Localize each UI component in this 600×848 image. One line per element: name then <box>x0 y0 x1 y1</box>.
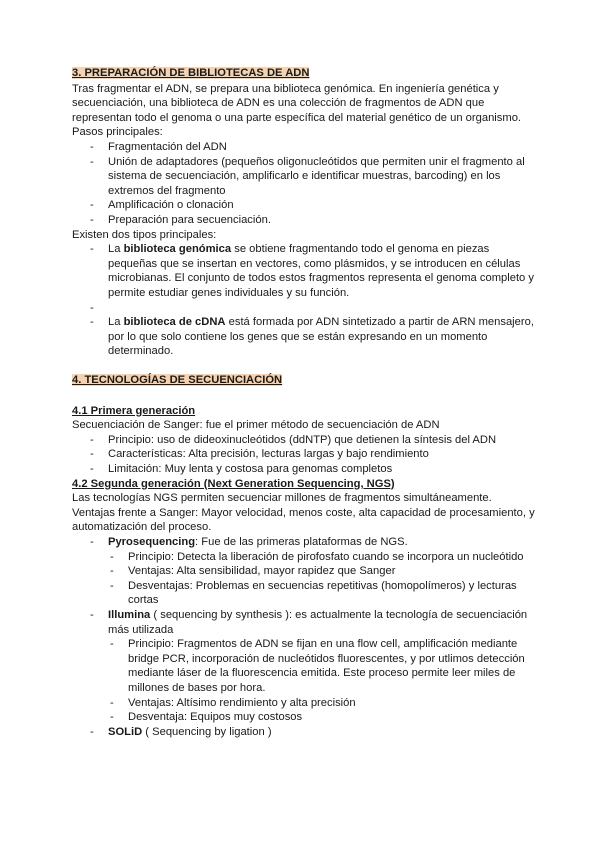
library-type-text: se obtiene fragmentando todo el genoma en piezas pequeñas que se insertan en vectores, como plásmidos, y se introducen en células microbianas. El conjunto de todos estos fragmentos representa el genoma completo y permite estudiar genes individuales y su función. <box>108 243 534 299</box>
spacer <box>72 359 540 374</box>
platform-name: Illumina <box>108 608 151 621</box>
sanger-item: - Características: Alta precisión, lecturas largas y bajo rendimiento <box>72 447 540 462</box>
spacer <box>72 389 540 404</box>
subsection-4-2-intro: Las tecnologías NGS permiten secuenciar millones de fragmentos simultáneamente. <box>72 492 492 505</box>
platform-detail: - Desventajas: Problemas en secuencias repetitivas (homopolímeros) y lecturas cortas <box>72 579 540 608</box>
step-item: - Fragmentación del ADN <box>72 140 540 155</box>
steps-label: Pasos principales: <box>72 126 163 139</box>
sanger-item: - Principio: uso de dideoxinucleótidos (ddNTP) que detienen la síntesis del ADN <box>72 433 540 448</box>
platform-item <box>72 725 540 740</box>
platform-detail: - Principio: Fragmentos de ADN se fijan en una flow cell, amplificación mediante bridge PCR, incorporación de nucleótidos fluorescentes, y por utlimos detección mediante láser de la fluorescencia emitida. Este proceso permite leer miles de millones de bases por hora. <box>72 637 540 695</box>
subsection-4-2-heading: 4.2 Segunda generación (Next Generation Sequencing, NGS) <box>72 477 395 490</box>
subsection-4-1-intro: Secuenciación de Sanger: fue el primer método de secuenciación de ADN <box>72 419 440 432</box>
platform-item <box>72 608 540 725</box>
library-type-prefix: La <box>108 243 124 256</box>
section-4-heading-wrap <box>72 373 540 388</box>
types-list <box>72 242 540 359</box>
step-item: - Amplificación o clonación <box>72 198 540 213</box>
step-item: - Unión de adaptadores (pequeños oligonucleótidos que permiten unir el fragmento al sistema de secuenciación, amplificarlo e identificar muestras, barcoding) en los extremos del fragmento <box>72 155 540 199</box>
library-type-name: biblioteca de cDNA <box>123 316 226 329</box>
section-4-heading: 4. TECNOLOGÍAS DE SECUENCIACIÓN <box>72 374 283 387</box>
library-type-prefix: La <box>108 316 124 329</box>
spacer <box>72 301 540 316</box>
platform-item <box>72 535 540 608</box>
platform-desc: ( sequencing by synthesis ): es actualmente la tecnología de secuenciación más utilizada <box>108 608 528 636</box>
section-3-heading: 3. PREPARACIÓN DE BIBLIOTECAS DE ADN <box>72 67 310 79</box>
platform-details <box>72 637 540 725</box>
library-type-text: está formada por ADN sintetizado a partir de ARN mensajero, por lo que solo contiene los genes que se están expresando en un momento determinado. <box>108 316 534 358</box>
platform-detail: - Desventaja: Equipos muy costosos <box>72 710 540 725</box>
platform-details <box>72 550 540 608</box>
subsection-4-1-heading: 4.1 Primera generación <box>72 404 196 417</box>
platform-detail: - Ventajas: Altísimo rendimiento y alta precisión <box>72 696 540 711</box>
library-type-item <box>72 315 540 359</box>
subsection-4-2-advantages: Ventajas frente a Sanger: Mayor velocidad, menos coste, alta capacidad de procesamiento, y automatización del proceso. <box>72 506 535 534</box>
step-item: - Preparación para secuenciación. <box>72 213 540 228</box>
platform-desc: ( Sequencing by ligation ) <box>142 725 272 738</box>
sanger-list <box>72 433 540 477</box>
types-label: Existen dos tipos principales: <box>72 228 217 241</box>
section-3-heading-wrap <box>72 66 540 81</box>
steps-list <box>72 140 540 228</box>
platform-name: Pyrosequencing <box>108 536 196 548</box>
platform-desc: : Fue de las primeras plataformas de NGS. <box>195 536 408 548</box>
platform-detail: - Ventajas: Alta sensibilidad, mayor rapidez que Sanger <box>72 564 540 579</box>
ngs-platforms-list <box>72 535 540 739</box>
sanger-item: - Limitación: Muy lenta y costosa para genomas completos <box>72 462 540 477</box>
library-type-item <box>72 242 540 300</box>
platform-detail: - Principio: Detecta la liberación de pirofosfato cuando se incorpora un nucleótido <box>72 550 540 565</box>
library-type-name: biblioteca genómica <box>123 243 232 256</box>
section-3-intro: Tras fragmentar el ADN, se prepara una biblioteca genómica. En ingeniería genética y secuenciación, una biblioteca de ADN es una colección de fragmentos de ADN que representan todo el genoma o una parte específica del material genético de un organismo. <box>72 82 522 124</box>
platform-name: SOLiD <box>108 725 143 738</box>
